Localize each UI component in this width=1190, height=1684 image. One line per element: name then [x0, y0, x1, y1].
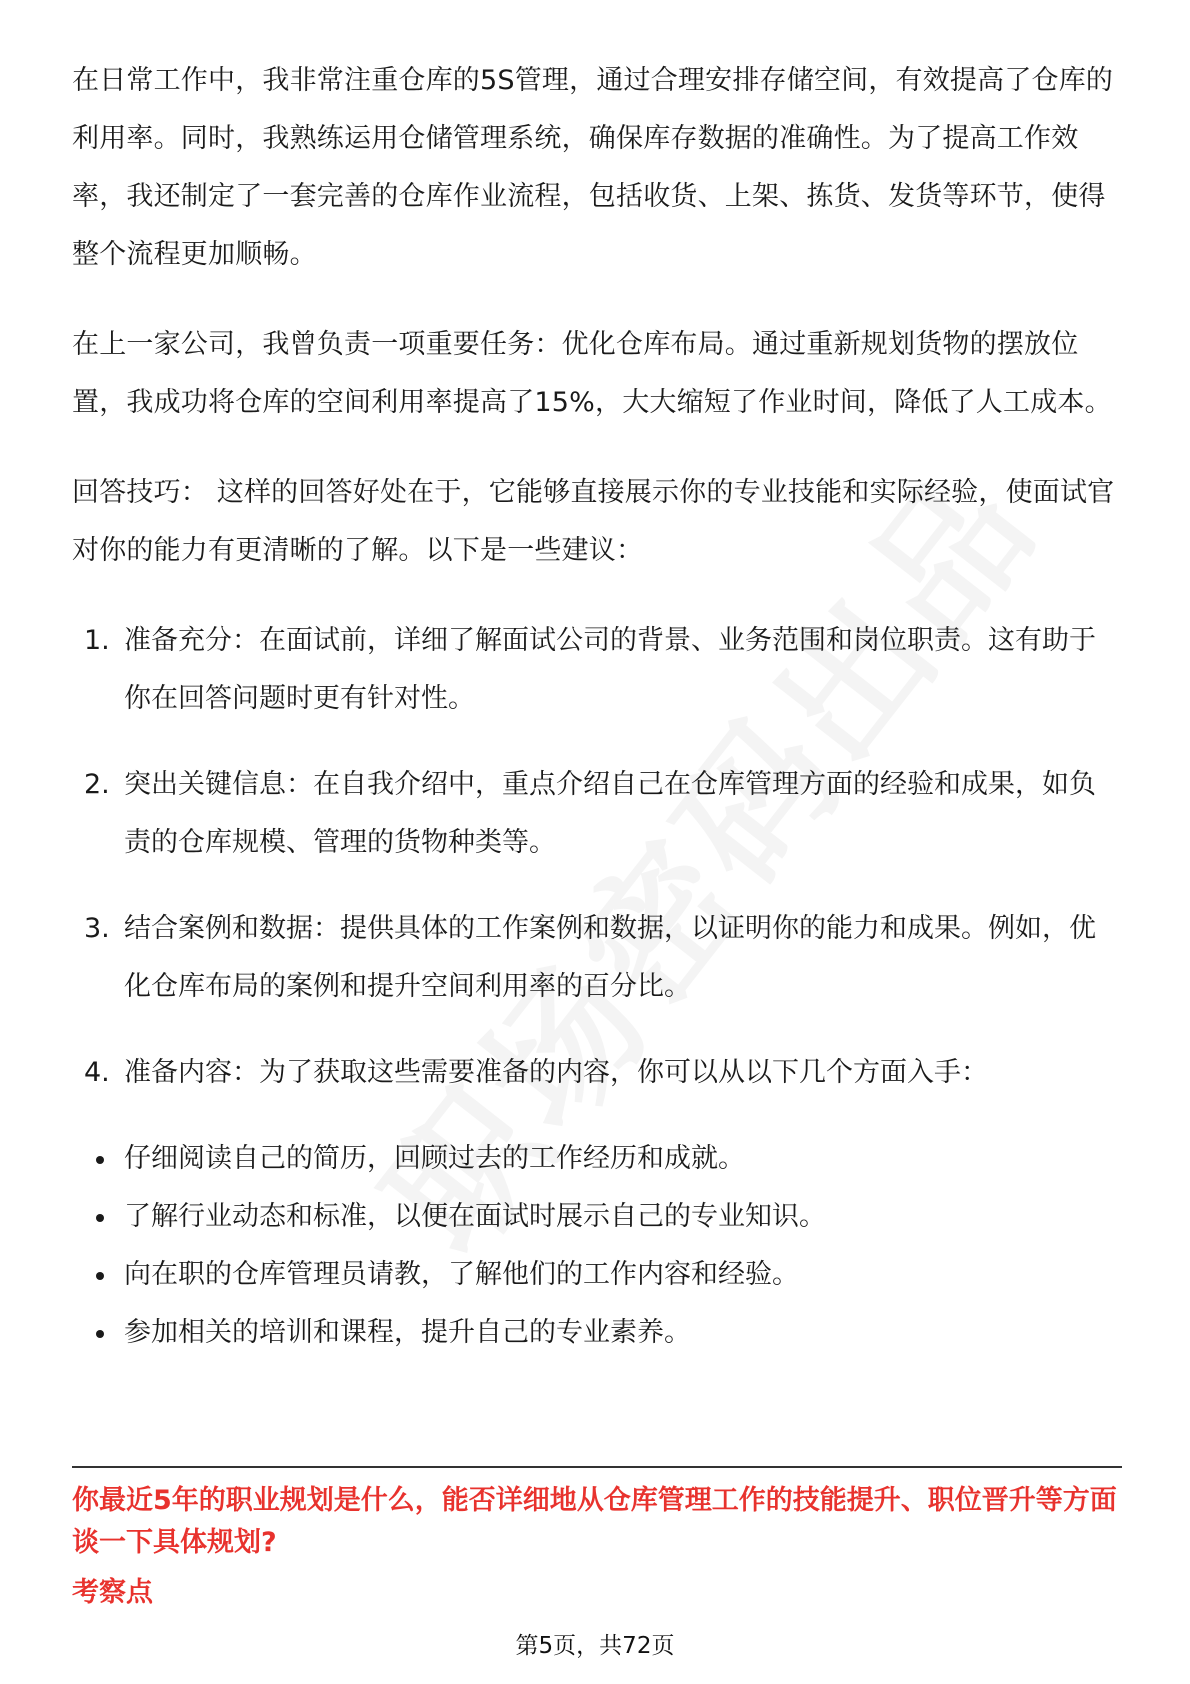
- list-item-number: 2.: [84, 769, 110, 800]
- bullet-dot-icon: [96, 1272, 104, 1280]
- section-label: 考察点: [72, 1577, 153, 1608]
- bullet-dot-icon: [96, 1330, 104, 1338]
- bullet-list: [72, 1130, 1122, 1362]
- bullet-item-text: 参加相关的培训和课程，提升自己的专业素养。: [124, 1317, 691, 1348]
- tips-list: [72, 612, 1122, 1102]
- main-content: [72, 52, 1122, 1362]
- list-item-number: 4.: [84, 1057, 110, 1088]
- bullet-item-text: 仔细阅读自己的简历，回顾过去的工作经历和成就。: [124, 1143, 745, 1174]
- bullet-dot-icon: [96, 1156, 104, 1164]
- list-item-text: 准备内容：为了获取这些需要准备的内容，你可以从以下几个方面入手：: [124, 1057, 988, 1088]
- list-item-text: 突出关键信息：在自我介绍中，重点介绍自己在仓库管理方面的经验和成果，如负责的仓库规模、管理的货物种类等。: [124, 769, 1096, 858]
- section-divider: [72, 1466, 1122, 1468]
- question-heading: 你最近5年的职业规划是什么，能否详细地从仓库管理工作的技能提升、职位晋升等方面谈一下具体规划?: [72, 1485, 1117, 1558]
- bullet-item: [72, 1304, 1122, 1362]
- paragraph-answer-tips: 回答技巧： 这样的回答好处在于，它能够直接展示你的专业技能和实际经验，使面试官对你的能力有更清晰的了解。以下是一些建议：: [72, 477, 1115, 566]
- bullet-item: [72, 1188, 1122, 1246]
- bullet-item-text: 向在职的仓库管理员请教，了解他们的工作内容和经验。: [124, 1259, 799, 1290]
- list-item-text: 准备充分：在面试前，详细了解面试公司的背景、业务范围和岗位职责。这有助于你在回答问题时更有针对性。: [124, 625, 1096, 714]
- list-item: [72, 1044, 1122, 1102]
- list-item-number: 3.: [84, 913, 110, 944]
- bullet-item: [72, 1246, 1122, 1304]
- list-item-text: 结合案例和数据：提供具体的工作案例和数据，以证明你的能力和成果。例如，优化仓库布局的案例和提升空间利用率的百分比。: [124, 913, 1096, 1002]
- list-item: [72, 612, 1122, 728]
- bullet-item-text: 了解行业动态和标准，以便在面试时展示自己的专业知识。: [124, 1201, 826, 1232]
- list-item: [72, 900, 1122, 1016]
- list-item: [72, 756, 1122, 872]
- bullet-dot-icon: [96, 1214, 104, 1222]
- bullet-item: [72, 1130, 1122, 1188]
- page-number-footer: 第5页，共72页: [515, 1633, 675, 1659]
- list-item-number: 1.: [84, 625, 110, 656]
- paragraph-daily-work: 在日常工作中，我非常注重仓库的5S管理，通过合理安排存储空间，有效提高了仓库的利用率。同时，我熟练运用仓储管理系统，确保库存数据的准确性。为了提高工作效率，我还制定了一套完善的仓库作业流程，包括收货、上架、拣货、发货等环节，使得整个流程更加顺畅。: [72, 65, 1114, 270]
- paragraph-previous-company: 在上一家公司，我曾负责一项重要任务：优化仓库布局。通过重新规划货物的摆放位置，我成功将仓库的空间利用率提高了15%，大大缩短了作业时间，降低了人工成本。: [72, 329, 1112, 418]
